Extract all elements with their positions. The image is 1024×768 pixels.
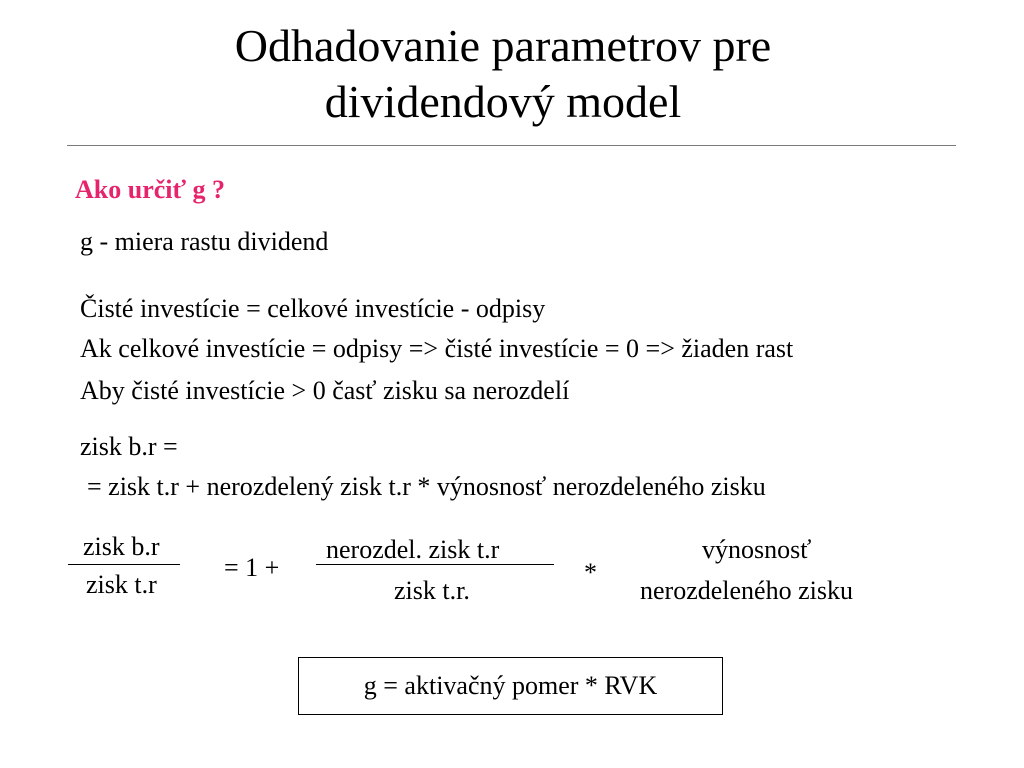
left-fraction-bar — [68, 564, 180, 565]
formula-text: g = aktivačný pomer * RVK — [363, 671, 658, 700]
mid-denominator: zisk t.r. — [394, 576, 470, 605]
formula-box — [298, 657, 723, 715]
question-heading: Ako určiť g ? — [75, 175, 226, 204]
body-line-1: Čisté investície = celkové investície - odpisy — [80, 294, 546, 323]
body-line-2: Ak celkové investície = odpisy => čisté investície = 0 => žiaden rast — [80, 334, 794, 363]
slide-title — [0, 18, 1006, 130]
title-line-1: Odhadovanie parametrov pre — [234, 20, 772, 71]
mid-numerator: nerozdel. zisk t.r — [326, 535, 500, 564]
right-term-line-2: nerozdeleného zisku — [640, 576, 853, 605]
right-term-line-1: výnosnosť — [702, 535, 812, 564]
equals-one-plus: = 1 + — [224, 553, 280, 582]
title-divider — [67, 145, 956, 146]
title-line-2: dividendový model — [324, 76, 682, 127]
mid-fraction-bar — [316, 564, 554, 565]
multiply-sign: * — [584, 558, 597, 587]
definition-text: g - miera rastu dividend — [80, 227, 329, 256]
body-line-3: Aby čisté investície > 0 časť zisku sa nerozdelí — [80, 376, 570, 405]
left-numerator: zisk b.r — [83, 532, 160, 561]
equation-lhs: zisk b.r = — [80, 432, 178, 461]
left-denominator: zisk t.r — [86, 570, 157, 599]
equation-rhs: = zisk t.r + nerozdelený zisk t.r * výnosnosť nerozdeleného zisku — [87, 472, 766, 501]
